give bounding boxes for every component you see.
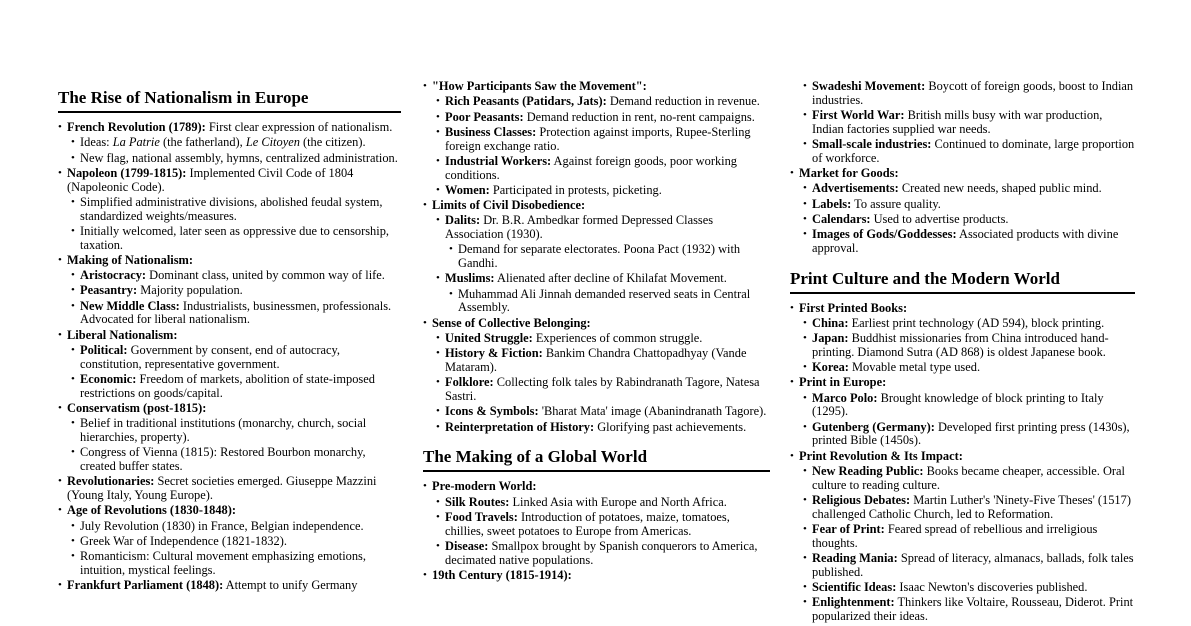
item-label: Images of Gods/Goddesses: xyxy=(812,227,957,242)
bullet-icon: • xyxy=(71,534,75,547)
notes-column-3 xyxy=(790,80,1135,625)
item-text: Participated in protests, picketing. xyxy=(489,182,662,197)
item-label: Folklore: xyxy=(445,375,494,390)
bullet-icon: • xyxy=(436,95,440,108)
list-item xyxy=(436,272,770,286)
item-label: New Middle Class: xyxy=(80,298,180,313)
item-label: Enlightenment: xyxy=(812,595,895,610)
bullet-icon: • xyxy=(423,316,427,329)
bullet-icon: • xyxy=(58,121,62,133)
item-text: Initially welcomed, later seen as oppressive due to censorship, taxation. xyxy=(80,223,389,252)
bullet-icon: • xyxy=(803,596,807,609)
list-item xyxy=(71,225,401,252)
section-heading: Print Culture and the Modern World xyxy=(790,269,1135,294)
list-item xyxy=(803,596,1135,623)
bullet-icon: • xyxy=(436,154,440,167)
item-label: Rich Peasants (Patidars, Jats): xyxy=(445,94,607,109)
item-text: Spread of literacy, almanacs, ballads, folk tales published. xyxy=(812,551,1134,579)
item-label: Gutenberg (Germany): xyxy=(812,419,935,434)
item-text: Experiences of common struggle. xyxy=(532,331,703,346)
list-item xyxy=(436,332,770,346)
list-item xyxy=(436,511,770,538)
bullet-icon: • xyxy=(71,373,75,386)
item-label: Reading Mania: xyxy=(812,551,898,566)
item-label: French Revolution (1789): xyxy=(67,120,206,134)
list-item xyxy=(58,167,401,194)
item-text: Protection against imports, Rupee-Sterling foreign exchange ratio. xyxy=(445,124,751,153)
item-label: Conservatism (post-1815): xyxy=(67,401,207,416)
item-text: To assure quality. xyxy=(851,196,941,211)
bullet-icon: • xyxy=(803,465,807,478)
item-italic-text: Le Citoyen xyxy=(245,135,300,150)
list-item xyxy=(58,121,401,135)
item-text: Against foreign goods, poor working conditions. xyxy=(445,153,737,182)
list-item xyxy=(423,569,770,583)
list-item xyxy=(71,152,401,166)
item-text: Glorifying past achievements. xyxy=(594,419,747,434)
list-item xyxy=(71,269,401,283)
bullet-icon: • xyxy=(436,214,440,227)
list-item xyxy=(71,446,401,473)
list-item xyxy=(71,520,401,534)
list-item xyxy=(803,109,1135,136)
list-item xyxy=(790,302,1135,316)
item-text: Buddhist missionaries from China introduced hand-printing. Diamond Sutra (AD 868) is oldest Japanese book. xyxy=(812,331,1109,359)
bullet-icon: • xyxy=(803,138,807,150)
bullet-icon: • xyxy=(803,552,807,565)
item-text: Implemented Civil Code of 1804 (Napoleonic Code). xyxy=(67,165,354,194)
list-item xyxy=(423,480,770,494)
bullet-icon: • xyxy=(436,125,440,138)
list-item xyxy=(803,465,1135,492)
item-text: Introduction of potatoes, maize, tomatoes, chillies, sweet potatoes to Europe from Americas. xyxy=(445,509,730,538)
bullet-icon: • xyxy=(449,287,453,300)
list-item xyxy=(423,199,770,213)
item-label: Political: xyxy=(80,343,128,358)
item-label: Disease: xyxy=(445,538,489,553)
list-item xyxy=(58,579,401,593)
item-label: Swadeshi Movement: xyxy=(812,79,926,93)
list-item xyxy=(436,347,770,374)
bullet-icon: • xyxy=(790,167,794,179)
item-label: Market for Goods: xyxy=(799,166,899,180)
item-text: Dr. B.R. Ambedkar formed Depressed Classes Association (1930). xyxy=(445,213,714,242)
bullet-icon: • xyxy=(803,80,807,92)
list-item xyxy=(803,80,1135,107)
notes-column-1 xyxy=(58,88,401,595)
section-heading: The Rise of Nationalism in Europe xyxy=(58,88,401,113)
item-label: Revolutionaries: xyxy=(67,474,155,489)
item-text: Movable metal type used. xyxy=(848,360,981,375)
item-label: Frankfurt Parliament (1848): xyxy=(67,578,224,593)
item-text: 'Bharat Mata' image (Abanindranath Tagore). xyxy=(538,404,767,419)
item-text: British mills busy with war production, Indian factories supplied war needs. xyxy=(812,108,1103,136)
item-label: Women: xyxy=(445,182,490,197)
item-label: Poor Peasants: xyxy=(445,109,524,124)
item-text: Books became cheaper, accessible. Oral culture to reading culture. xyxy=(812,464,1125,492)
item-label: New Reading Public: xyxy=(812,464,924,479)
bullet-icon: • xyxy=(803,420,807,433)
bullet-icon: • xyxy=(803,361,807,374)
bullet-icon: • xyxy=(71,417,75,430)
item-label: Religious Debates: xyxy=(812,493,911,508)
list-item xyxy=(790,167,1135,181)
bullet-icon: • xyxy=(436,272,440,285)
bullet-icon: • xyxy=(423,568,427,581)
bullet-icon: • xyxy=(803,581,807,594)
item-label: Labels: xyxy=(812,196,852,211)
list-item xyxy=(436,405,770,419)
item-text: Belief in traditional institutions (monarchy, church, social hierarchies, property). xyxy=(80,416,367,445)
item-text: Brought knowledge of block printing to Italy (1295). xyxy=(812,390,1104,419)
item-text: Industrialists, businessmen, professionals. Advocated for liberal nationalism. xyxy=(80,298,392,327)
bullet-icon: • xyxy=(71,344,75,357)
list-item xyxy=(449,288,770,315)
item-label: Calendars: xyxy=(812,211,871,226)
bullet-icon: • xyxy=(436,420,440,433)
list-item xyxy=(436,214,770,241)
bullet-icon: • xyxy=(436,510,440,523)
list-item xyxy=(58,475,401,502)
list-item xyxy=(803,317,1135,331)
bullet-icon: • xyxy=(423,199,427,212)
bullet-icon: • xyxy=(71,151,75,164)
list-item xyxy=(803,228,1135,255)
list-item xyxy=(436,126,770,153)
item-label: "How Participants Saw the Movement": xyxy=(432,79,647,93)
list-item xyxy=(71,300,401,327)
list-item xyxy=(436,540,770,567)
item-text: Developed first printing press (1430s), printed Bible (1450s). xyxy=(812,419,1130,448)
item-label: Dalits: xyxy=(445,213,481,228)
item-label: Peasantry: xyxy=(80,283,138,298)
list-item xyxy=(803,421,1135,448)
item-label: Icons & Symbols: xyxy=(445,404,539,419)
item-text: Alienated after decline of Khilafat Movement. xyxy=(494,271,727,286)
list-item xyxy=(436,184,770,198)
item-text: Majority population. xyxy=(137,283,243,298)
item-label: Print in Europe: xyxy=(799,375,887,390)
bullet-icon: • xyxy=(803,212,807,225)
bullet-icon: • xyxy=(449,243,453,256)
item-label: Reinterpretation of History: xyxy=(445,419,595,434)
item-label: Limits of Civil Disobedience: xyxy=(432,198,586,213)
list-item xyxy=(436,111,770,125)
bullet-icon: • xyxy=(803,316,807,329)
item-label: Advertisements: xyxy=(812,181,899,196)
bullet-icon: • xyxy=(803,332,807,345)
item-text: (the fatherland), xyxy=(159,135,246,150)
item-text: Secret societies emerged. Giuseppe Mazzini (Young Italy, Young Europe). xyxy=(67,474,377,503)
item-text: Muhammad Ali Jinnah demanded reserved seats in Central Assembly. xyxy=(458,286,751,315)
item-text: Freedom of markets, abolition of state-imposed restrictions on goods/capital. xyxy=(80,372,375,400)
list-item xyxy=(803,332,1135,359)
list-item xyxy=(803,213,1135,227)
item-text: Smallpox brought by Spanish conquerors to America, decimated native populations. xyxy=(445,538,758,567)
item-label: Small-scale industries: xyxy=(812,137,932,151)
bullet-icon: • xyxy=(803,494,807,507)
list-item xyxy=(803,198,1135,212)
list-item xyxy=(58,402,401,416)
item-text: Feared spread of rebellious and irreligious thoughts. xyxy=(812,522,1098,550)
bullet-icon: • xyxy=(436,347,440,360)
item-label: Industrial Workers: xyxy=(445,153,552,168)
list-item xyxy=(436,421,770,435)
bullet-icon: • xyxy=(803,197,807,210)
item-label: First Printed Books: xyxy=(799,300,908,315)
item-text: Demand reduction in revenue. xyxy=(606,94,760,109)
list-item xyxy=(436,376,770,403)
item-label: Sense of Collective Belonging: xyxy=(432,315,591,330)
item-text: Used to advertise products. xyxy=(870,211,1009,226)
bullet-icon: • xyxy=(71,269,75,282)
bullet-icon: • xyxy=(58,253,62,266)
list-item xyxy=(71,373,401,400)
list-item xyxy=(803,182,1135,196)
list-item xyxy=(71,136,401,150)
item-text: Dominant class, united by common way of life. xyxy=(146,268,385,283)
list-item xyxy=(449,243,770,270)
bullet-icon: • xyxy=(58,504,62,517)
item-text: Collecting folk tales by Rabindranath Tagore, Natesa Sastri. xyxy=(445,375,760,404)
item-label: Korea: xyxy=(812,360,849,375)
item-text: First clear expression of nationalism. xyxy=(205,120,393,134)
list-item xyxy=(803,494,1135,521)
item-text: Earliest print technology (AD 594), block printing. xyxy=(848,315,1105,330)
item-label: Fear of Print: xyxy=(812,522,885,537)
item-text: Greek War of Independence (1821-1832). xyxy=(80,533,287,548)
bullet-icon: • xyxy=(436,376,440,389)
list-item xyxy=(436,496,770,510)
bullet-icon: • xyxy=(436,332,440,345)
item-label: Marco Polo: xyxy=(812,390,878,405)
bullet-icon: • xyxy=(436,495,440,508)
list-item xyxy=(58,254,401,268)
item-label: Print Revolution & Its Impact: xyxy=(799,448,963,463)
bullet-icon: • xyxy=(803,523,807,536)
list-item xyxy=(803,552,1135,579)
bullet-icon: • xyxy=(436,539,440,552)
bullet-icon: • xyxy=(71,224,75,237)
item-text: Bankim Chandra Chattopadhyay (Vande Mataram). xyxy=(445,346,747,375)
bullet-icon: • xyxy=(71,136,75,149)
item-label: History & Fiction: xyxy=(445,346,543,361)
bullet-icon: • xyxy=(58,475,62,488)
bullet-icon: • xyxy=(436,110,440,123)
item-text: Demand for separate electorates. Poona Pact (1932) with Gandhi. xyxy=(458,242,741,271)
item-text: Government by consent, end of autocracy, constitution, representative government. xyxy=(80,343,341,371)
item-label: Age of Revolutions (1830-1848): xyxy=(67,503,236,518)
item-text: Martin Luther's 'Ninety-Five Theses' (1517) challenged Catholic Church, led to Reformation. xyxy=(812,493,1131,521)
item-italic-text: La Patrie xyxy=(112,135,160,150)
item-label: Aristocracy: xyxy=(80,268,147,283)
bullet-icon: • xyxy=(71,195,75,208)
list-item xyxy=(803,392,1135,419)
bullet-icon: • xyxy=(58,166,62,179)
item-label: Japan: xyxy=(812,331,849,346)
bullet-icon: • xyxy=(71,284,75,297)
item-text: Ideas: xyxy=(80,135,113,150)
list-item xyxy=(436,155,770,182)
item-text: Simplified administrative divisions, abolished feudal system, standardized weights/measures. xyxy=(80,194,383,223)
bullet-icon: • xyxy=(58,579,62,592)
list-item xyxy=(71,417,401,444)
bullet-icon: • xyxy=(790,376,794,389)
list-item xyxy=(790,376,1135,390)
bullet-icon: • xyxy=(71,519,75,532)
section-heading: The Making of a Global World xyxy=(423,447,770,472)
item-label: China: xyxy=(812,315,849,330)
item-label: Liberal Nationalism: xyxy=(67,327,178,342)
list-item xyxy=(71,284,401,298)
item-text: Thinkers like Voltaire, Rousseau, Diderot. Print popularized their ideas. xyxy=(812,595,1134,624)
item-text: Attempt to unify Germany xyxy=(223,578,358,593)
bullet-icon: • xyxy=(423,480,427,493)
bullet-icon: • xyxy=(436,405,440,418)
list-item xyxy=(71,550,401,577)
item-text: (the citizen). xyxy=(299,135,366,150)
list-item xyxy=(58,504,401,518)
notes-column-2 xyxy=(423,80,770,584)
list-item xyxy=(436,95,770,109)
item-text: Continued to dominate, large proportion of workforce. xyxy=(812,137,1135,165)
list-item xyxy=(803,581,1135,595)
item-label: Napoleon (1799-1815): xyxy=(67,165,187,180)
list-item xyxy=(58,329,401,343)
item-text: Demand reduction in rent, no-rent campaigns. xyxy=(523,109,755,124)
item-label: First World War: xyxy=(812,108,905,122)
list-item xyxy=(71,196,401,223)
item-label: Muslims: xyxy=(445,271,495,286)
item-label: Pre-modern World: xyxy=(432,479,537,494)
bullet-icon: • xyxy=(58,328,62,341)
list-item xyxy=(423,317,770,331)
list-item xyxy=(71,344,401,371)
item-text: Created new needs, shaped public mind. xyxy=(898,181,1102,196)
list-item xyxy=(423,80,770,94)
list-item xyxy=(803,361,1135,375)
bullet-icon: • xyxy=(790,301,794,314)
list-item xyxy=(803,138,1135,165)
bullet-icon: • xyxy=(790,449,794,462)
bullet-icon: • xyxy=(803,391,807,404)
item-text: Boycott of foreign goods, boost to Indian industries. xyxy=(812,79,1134,107)
item-text: Isaac Newton's discoveries published. xyxy=(896,580,1088,595)
item-label: Scientific Ideas: xyxy=(812,580,897,595)
bullet-icon: • xyxy=(423,80,427,92)
bullet-icon: • xyxy=(71,446,75,459)
item-text: July Revolution (1830) in France, Belgian independence. xyxy=(80,518,364,533)
item-label: 19th Century (1815-1914): xyxy=(432,567,572,582)
item-label: United Struggle: xyxy=(445,331,533,346)
bullet-icon: • xyxy=(803,228,807,241)
item-text: Associated products with divine approval. xyxy=(812,227,1119,255)
list-item xyxy=(71,535,401,549)
item-label: Silk Routes: xyxy=(445,494,510,509)
list-item xyxy=(790,450,1135,464)
bullet-icon: • xyxy=(803,109,807,121)
item-text: Romanticism: Cultural movement emphasizing emotions, intuition, mystical feelings. xyxy=(80,549,366,577)
list-item xyxy=(803,523,1135,550)
item-label: Business Classes: xyxy=(445,124,537,139)
bullet-icon: • xyxy=(71,299,75,312)
bullet-icon: • xyxy=(71,550,75,563)
item-text: New flag, national assembly, hymns, centralized administration. xyxy=(80,150,398,165)
item-text: Linked Asia with Europe and North Africa. xyxy=(509,494,727,509)
item-text: Congress of Vienna (1815): Restored Bourbon monarchy, created buffer states. xyxy=(80,445,366,474)
item-label: Economic: xyxy=(80,372,137,387)
item-label: Food Travels: xyxy=(445,509,518,524)
bullet-icon: • xyxy=(436,183,440,196)
bullet-icon: • xyxy=(58,402,62,415)
bullet-icon: • xyxy=(803,182,807,195)
item-label: Making of Nationalism: xyxy=(67,252,193,267)
